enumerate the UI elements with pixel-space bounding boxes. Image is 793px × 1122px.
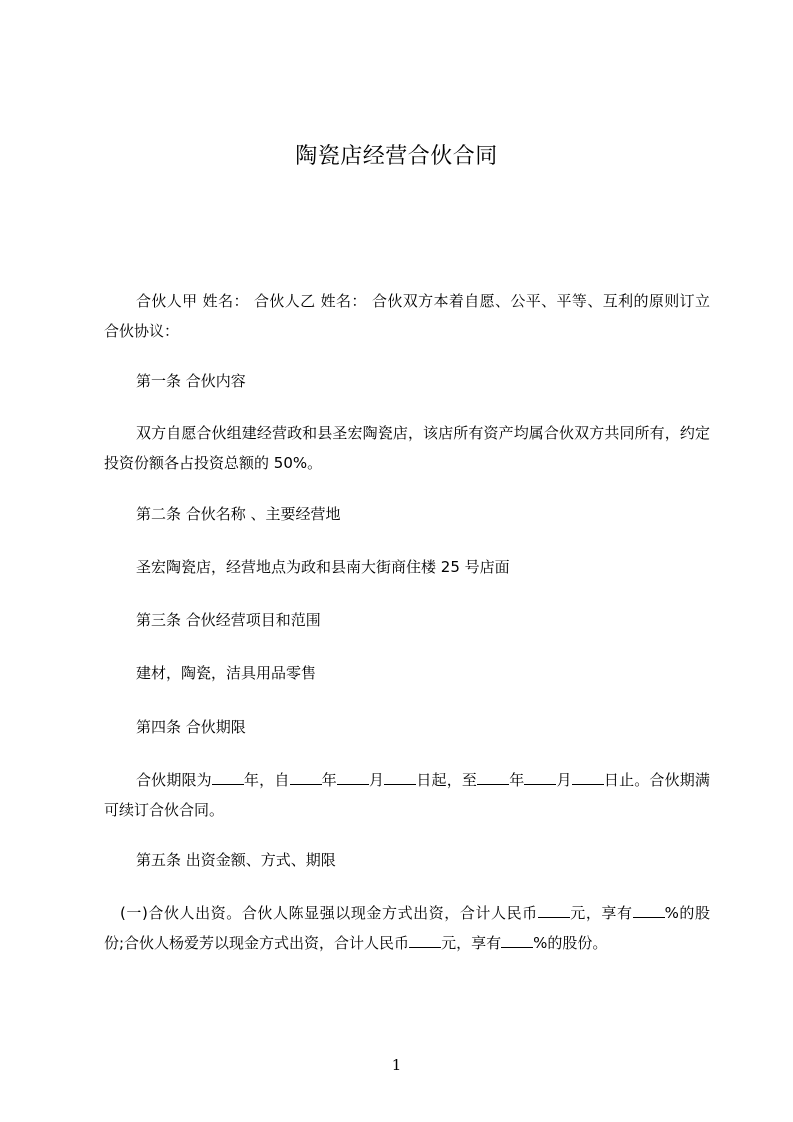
blank-start-month-line xyxy=(337,769,369,785)
article-4-body xyxy=(104,765,710,825)
article-3-body: 建材，陶瓷，洁具用品零售 xyxy=(136,664,317,682)
article-3-heading: 第三条 合伙经营项目和范围 xyxy=(136,611,321,629)
article-1-body: 双方自愿合伙组建经营政和县圣宏陶瓷店，该店所有资产均属合伙双方共同所有，约定投资份额各占投资总额的 50%。 xyxy=(104,424,710,472)
text-segment: 日止。合伙期满可续订合伙合同。 xyxy=(104,771,710,819)
intro-paragraph: 合伙人甲 姓名： 合伙人乙 姓名： 合伙双方本着自愿、公平、平等、互利的原则订立合伙协议： xyxy=(104,292,710,340)
article-2-heading: 第二条 合伙名称 、主要经营地 xyxy=(136,505,341,523)
article-1-heading: 第一条 合伙内容 xyxy=(136,372,246,390)
text-segment: 年 xyxy=(509,771,525,789)
blank-end-day-line xyxy=(572,769,604,785)
text-segment: (一)合伙人出资。合伙人陈显强以现金方式出资，合计人民币 xyxy=(120,904,538,922)
article-5-body xyxy=(104,898,710,958)
article-2-body: 圣宏陶瓷店，经营地点为政和县南大街商住楼 25 号店面 xyxy=(136,558,510,576)
text-segment: %的股份;合伙人杨爱芳以现金方式出资，合计人民币 xyxy=(104,904,710,952)
blank-start-year-line xyxy=(290,769,322,785)
text-segment: 年，自 xyxy=(243,771,290,789)
blank-end-month-line xyxy=(524,769,556,785)
text-segment: 月 xyxy=(556,771,572,789)
text-segment: 日起，至 xyxy=(416,771,478,789)
article-4-heading: 第四条 合伙期限 xyxy=(136,718,246,736)
blank-share-line xyxy=(633,902,665,918)
blank-start-day-line xyxy=(384,769,416,785)
blank-year-line xyxy=(212,769,244,785)
blank-amount-line xyxy=(538,902,570,918)
text-segment: 元，享有 xyxy=(569,904,633,922)
text-segment: 元，享有 xyxy=(441,934,502,952)
blank-share-line xyxy=(501,932,533,948)
blank-amount-line xyxy=(409,932,441,948)
blank-end-year-line xyxy=(477,769,509,785)
text-segment: %的股份。 xyxy=(533,934,608,952)
article-5-heading: 第五条 出资金额、方式、期限 xyxy=(136,851,336,869)
text-segment: 合伙期限为 xyxy=(136,771,212,789)
page-number: 1 xyxy=(391,1056,402,1074)
text-segment: 年 xyxy=(321,771,337,789)
document-title: 陶瓷店经营合伙合同 xyxy=(295,144,498,169)
text-segment: 月 xyxy=(368,771,385,789)
